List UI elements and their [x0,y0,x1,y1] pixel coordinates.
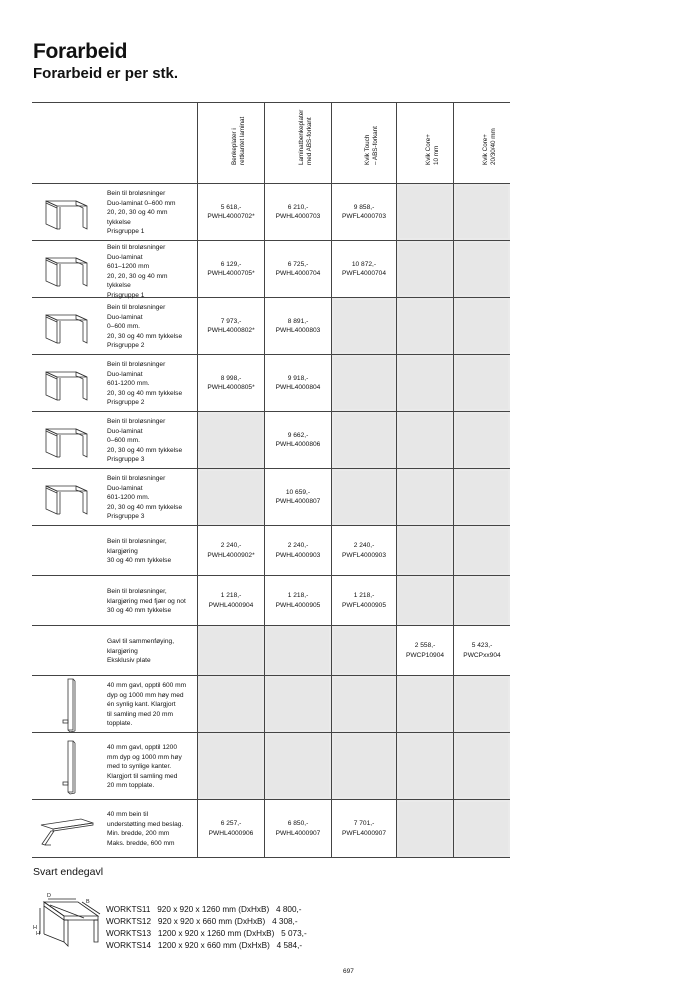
product-code: PWHL4000903 [275,551,321,559]
leg-frame-icon [32,184,102,241]
bracket-leg-icon [32,800,102,857]
product-code: PWHL4000807 [275,498,321,505]
price-cell [264,241,331,297]
empty-cell [396,676,453,732]
row-description: Bein til broløsninger, klargjøring med fjær og not 30 og 40 mm tykkelse [107,588,186,614]
price-value: 5 423,- [471,642,493,649]
price-value: 8 998,- [220,374,242,382]
product-code: PWFL4000905 [342,601,386,609]
table-row [32,412,510,469]
product-code: PWHL4000705* [207,270,255,277]
row-description: Bein til broløsninger Duo-laminat 601–1200 mm 20, 20, 30 og 40 mm tykkelse Prisgruppe 1 [107,244,168,299]
product-code: PWHL4000902* [207,551,255,559]
end-gable-diagram-icon [30,890,110,960]
product-code: PWHL4000803 [275,327,321,334]
empty-cell [396,241,453,297]
product-code: PWCPxx904 [463,651,501,659]
column-header [264,103,331,184]
empty-cell [396,184,453,240]
product-code: PWFL4000907 [342,829,386,837]
price-cell [331,526,396,575]
column-header-label: Kvik Core+ 20/30/40 mm [482,128,497,165]
table-row [32,800,510,857]
empty-cell [396,526,453,575]
row-description: Gavl til sammenføying, klargjøring Eksklusiv plate [107,638,175,664]
empty-cell [331,469,396,525]
table-row [32,626,510,676]
product-code: PWHL4000907 [275,829,321,837]
price-value: 6 129,- [220,260,242,268]
empty-cell [453,733,510,799]
page-number: 697 [343,968,354,975]
leg-frame-icon [32,298,102,355]
price-cell [197,184,264,240]
table-row [32,184,510,241]
row-description: 40 mm bein til understøtting med beslag. Min. bredde, 200 mm Maks. bredde, 600 mm [107,811,184,847]
price-value: 1 218,- [353,592,375,599]
empty-cell [264,626,331,675]
price-value: 2 240,- [353,542,375,549]
price-cell [264,298,331,354]
price-cell [197,355,264,411]
product-code: PWHL4000702* [207,213,255,220]
empty-cell [396,469,453,525]
product-code: PWCP10904 [405,651,445,659]
price-cell [197,800,264,857]
diagram-label-d: D [47,893,51,899]
price-cell [396,626,453,675]
price-value: 6 257,- [220,820,242,827]
product-code: PWHL4000905 [275,601,321,609]
empty-cell [453,412,510,468]
empty-cell [331,298,396,354]
empty-cell [453,800,510,857]
price-cell [264,576,331,625]
price-value: 2 558,- [414,642,436,649]
column-header-label: Kvik Core+ 10 mm [425,134,440,165]
price-value: 2 240,- [287,542,309,549]
table-row [32,733,510,800]
price-value: 2 240,- [220,542,242,549]
product-code: PWHL4000906 [208,829,254,837]
empty-cell [396,733,453,799]
column-header-label: Laminatbenkeplater med ABS-forkant [298,109,313,165]
table-row [32,355,510,412]
price-table [32,102,510,858]
price-cell [331,800,396,857]
price-value: 10 659,- [285,488,311,496]
price-value: 6 850,- [287,820,309,827]
empty-cell [197,733,264,799]
column-header [453,103,510,184]
page-title: Forarbeid [33,40,128,63]
price-cell [264,469,331,525]
table-body [32,184,510,857]
price-value: 8 891,- [287,317,309,325]
empty-cell [396,298,453,354]
product-code: PWHL4000806 [275,441,321,448]
empty-cell [396,412,453,468]
price-cell [264,526,331,575]
empty-cell [453,576,510,625]
price-cell [197,241,264,297]
leg-frame-icon [32,412,102,469]
icon-placeholder [32,526,102,576]
table-row [32,676,510,733]
price-cell [331,241,396,297]
product-code: PWFL4000903 [342,551,386,559]
side-panel-icon [32,733,102,800]
price-value: 9 918,- [287,374,309,382]
empty-cell [264,733,331,799]
empty-cell [331,355,396,411]
list-item: WORKTS11 920 x 920 x 1260 mm (DxHxB) 4 800,- [106,905,302,914]
empty-cell [453,241,510,297]
empty-cell [453,298,510,354]
price-value: 6 210,- [287,203,309,211]
table-row [32,298,510,355]
price-cell [197,298,264,354]
product-code: PWHL4000805* [207,384,255,391]
row-description: Bein til broløsninger, klargjøring 30 og 40 mm tykkelse [107,538,172,564]
price-cell [264,412,331,468]
price-cell [197,576,264,625]
row-description: Bein til broløsninger Duo-laminat 0–600 mm. 20, 30 og 40 mm tykkelse Prisgruppe 2 [107,304,183,349]
empty-cell [197,676,264,732]
empty-cell [396,576,453,625]
list-item: WORKTS13 1200 x 920 x 1260 mm (DxHxB) 5 073,- [106,929,307,938]
price-cell [264,800,331,857]
leg-frame-icon [32,241,102,298]
price-value: 9 858,- [353,203,375,211]
price-cell [331,576,396,625]
side-panel-icon [32,676,102,733]
empty-cell [396,800,453,857]
table-row [32,576,510,626]
empty-cell [453,184,510,240]
diagram-label-h: H [33,925,37,931]
price-cell [264,184,331,240]
empty-cell [197,469,264,525]
price-cell [331,184,396,240]
empty-cell [453,676,510,732]
page-subtitle: Forarbeid er per stk. [33,65,179,82]
empty-cell [453,469,510,525]
column-header-label: Benkeplater i rettkantet laminat [231,116,246,165]
black-end-gable-heading: Svart endegavl [33,866,104,878]
row-description: 40 mm gavl, opptil 600 mm dyp og 1000 mm høy med én synlig kant. Klargjort til samling med 20 mm topplate. [107,682,187,727]
leg-frame-icon [32,469,102,526]
price-value: 9 662,- [287,431,309,439]
table-row [32,241,510,298]
empty-cell [331,412,396,468]
product-code: PWHL4000703 [275,213,321,220]
product-code: PWFL4000703 [342,213,386,220]
icon-placeholder [32,626,102,676]
price-value: 6 725,- [287,260,309,268]
price-value: 7 701,- [353,820,375,827]
icon-placeholder [32,576,102,626]
empty-cell [197,626,264,675]
price-value: 1 218,- [220,592,242,599]
price-value: 10 872,- [351,260,377,268]
row-description: 40 mm gavl, opptil 1200 mm dyp og 1000 mm høy med to synlige kanter. Klargjort til samling med 20 mm topplate. [107,744,182,789]
empty-cell [264,676,331,732]
end-gable-price-list [106,904,307,952]
row-description: Bein til broløsninger Duo-laminat 601-1200 mm. 20, 30 og 40 mm tykkelse Prisgruppe 2 [107,361,183,406]
column-header-label: Kvik Touch – ABS-forkant [364,126,379,165]
column-header [396,103,453,184]
row-description: Bein til broløsninger Duo-laminat 0–600 mm. 20, 30 og 40 mm tykkelse Prisgruppe 3 [107,418,183,463]
price-value: 7 973,- [220,317,242,325]
price-cell [197,526,264,575]
empty-cell [453,355,510,411]
empty-cell [331,733,396,799]
empty-cell [197,412,264,468]
column-header [331,103,396,184]
product-code: PWHL4000802* [207,327,255,334]
empty-cell [331,676,396,732]
product-code: PWHL4000804 [275,384,321,391]
list-item: WORKTS14 1200 x 920 x 660 mm (DxHxB) 4 584,- [106,941,303,950]
empty-cell [453,526,510,575]
row-description: Bein til broløsninger Duo-laminat 601-1200 mm. 20, 30 og 40 mm tykkelse Prisgruppe 3 [107,475,183,520]
empty-cell [396,355,453,411]
price-cell [453,626,510,675]
column-header [197,103,264,184]
price-value: 5 618,- [220,203,242,211]
leg-frame-icon [32,355,102,412]
product-code: PWHL4000704 [275,270,321,277]
table-row [32,526,510,576]
list-item: WORKTS12 920 x 920 x 660 mm (DxHxB) 4 308,- [106,917,298,926]
row-description: Bein til broløsninger Duo-laminat 0–600 mm 20, 20, 30 og 40 mm tykkelse Prisgruppe 1 [107,190,176,235]
table-header [32,103,510,184]
product-code: PWFL4000704 [342,270,386,277]
table-row [32,469,510,526]
product-code: PWHL4000904 [208,601,254,609]
price-value: 1 218,- [287,592,309,599]
diagram-label-b: B [86,899,90,905]
diagram-label-h: H [36,931,40,937]
empty-cell [331,626,396,675]
price-cell [264,355,331,411]
